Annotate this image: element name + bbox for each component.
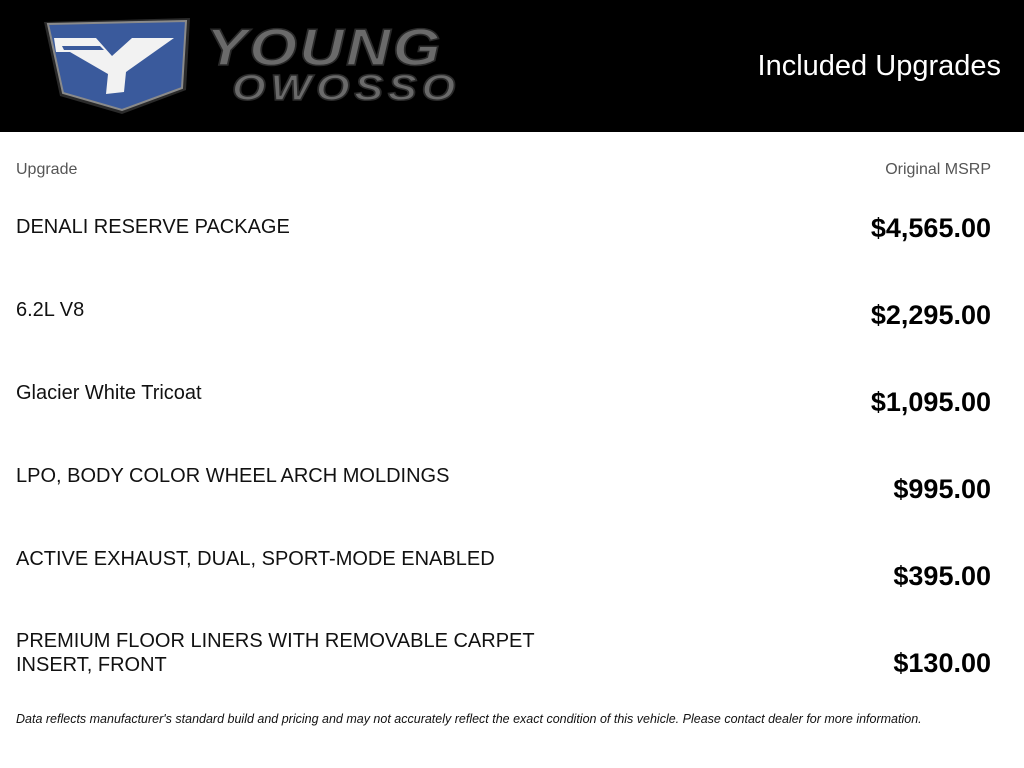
column-header-msrp: Original MSRP bbox=[885, 161, 991, 178]
upgrade-row bbox=[0, 215, 1024, 302]
column-header-upgrade: Upgrade bbox=[16, 161, 78, 178]
shield-logo-icon bbox=[40, 16, 200, 118]
upgrade-row bbox=[0, 298, 1024, 385]
upgrade-name: 6.2L V8 bbox=[16, 299, 85, 321]
upgrade-price: $4,565.00 bbox=[870, 213, 991, 243]
upgrade-name: Glacier White Tricoat bbox=[16, 382, 202, 404]
upgrade-row bbox=[0, 381, 1024, 468]
upgrade-row bbox=[0, 464, 1024, 551]
upgrade-price: $2,295.00 bbox=[870, 300, 991, 330]
upgrade-price: $1,095.00 bbox=[870, 387, 991, 417]
upgrade-name: LPO, BODY COLOR WHEEL ARCH MOLDINGS bbox=[16, 465, 450, 487]
dealer-logo[interactable] bbox=[40, 16, 510, 118]
logo-word-young: YOUNG bbox=[206, 19, 443, 77]
upgrade-row bbox=[0, 629, 1024, 716]
page-title: Included Upgrades bbox=[757, 50, 1001, 82]
upgrade-price: $130.00 bbox=[893, 648, 991, 678]
upgrade-name: PREMIUM FLOOR LINERS WITH REMOVABLE CARPET INSERT, FRONT bbox=[16, 630, 535, 676]
upgrade-name: DENALI RESERVE PACKAGE bbox=[16, 216, 290, 238]
upgrade-row bbox=[0, 547, 1024, 634]
logo-word-owosso: OWOSSO bbox=[232, 67, 461, 108]
upgrade-price: $995.00 bbox=[893, 474, 991, 504]
upgrade-name: ACTIVE EXHAUST, DUAL, SPORT-MODE ENABLED bbox=[16, 548, 495, 570]
upgrade-price: $395.00 bbox=[893, 561, 991, 591]
disclaimer-footnote: Data reflects manufacturer's standard build and pricing and may not accurately reflect the exact condition of this vehicle. Please contact dealer for more information. bbox=[16, 712, 922, 726]
header-banner bbox=[0, 0, 1024, 132]
